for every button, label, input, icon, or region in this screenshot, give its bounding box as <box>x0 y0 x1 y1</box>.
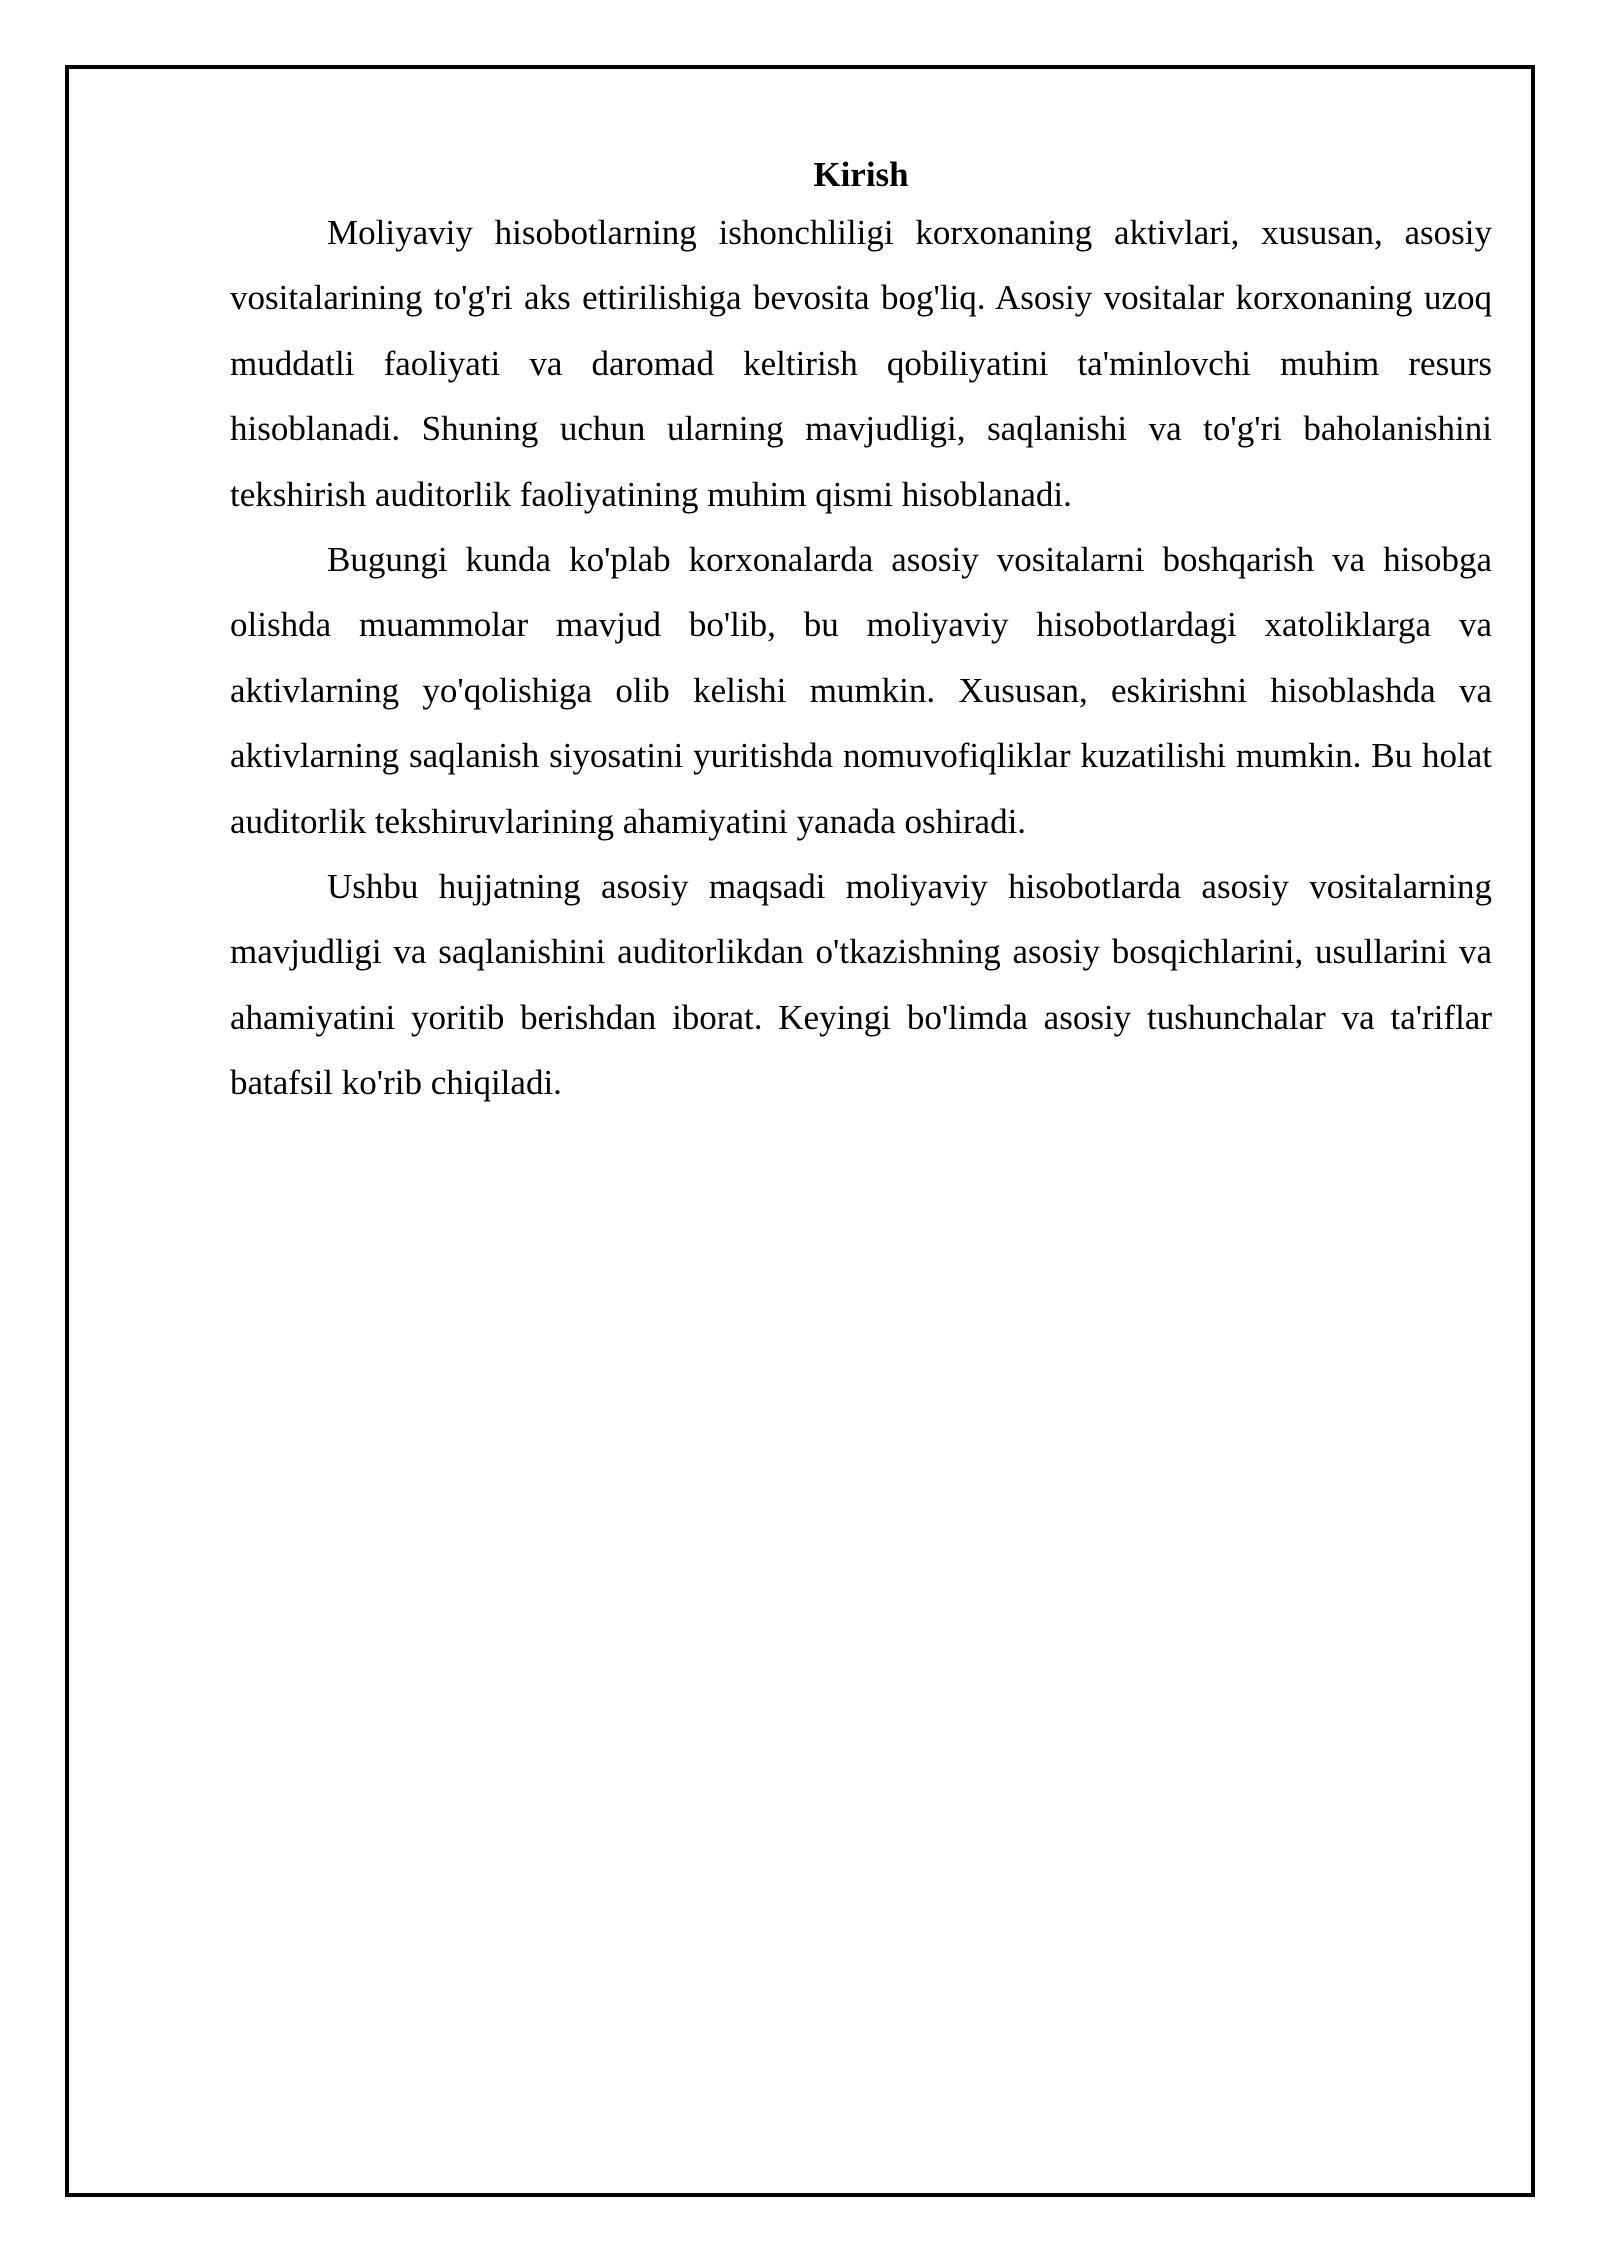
paragraph-1: Moliyaviy hisobotlarning ishonchliligi korxonaning aktivlari, xususan, asosiy vositalarining to'g'ri aks ettirilishiga bevosita bog'liq. Asosiy vositalar korxonaning uzoq muddatli faoliyati va daromad keltirish qobiliyatini ta'minlovchi muhim resurs hisoblanadi. Shuning uchun ularning mavjudligi, saqlanishi va to'g'ri baholanishini tekshirish auditorlik faoliyatining muhim qismi hisoblanadi. <box>230 213 1492 514</box>
paragraph-3: Ushbu hujjatning asosiy maqsadi moliyaviy hisobotlarda asosiy vositalarning mavjudligi va saqlanishini auditorlikdan o'tkazishning asosiy bosqichlarini, usullarini va ahamiyatini yoritib berishdan iborat. Keyingi bo'limda asosiy tushunchalar va ta'riflar batafsil ko'rib chiqiladi. <box>230 867 1492 1103</box>
section-title: Kirish <box>813 155 909 194</box>
document-body <box>230 150 1492 1116</box>
paragraph-2: Bugungi kunda ko'plab korxonalarda asosiy vositalarni boshqarish va hisobga olishda muammolar mavjud bo'lib, bu moliyaviy hisobotlardagi xatoliklarga va aktivlarning yo'qolishiga olib kelishi mumkin. Xususan, eskirishni hisoblashda va aktivlarning saqlanish siyosatini yuritishda nomuvofiqliklar kuzatilishi mumkin. Bu holat auditorlik tekshiruvlarining ahamiyatini yanada oshiradi. <box>230 540 1492 841</box>
